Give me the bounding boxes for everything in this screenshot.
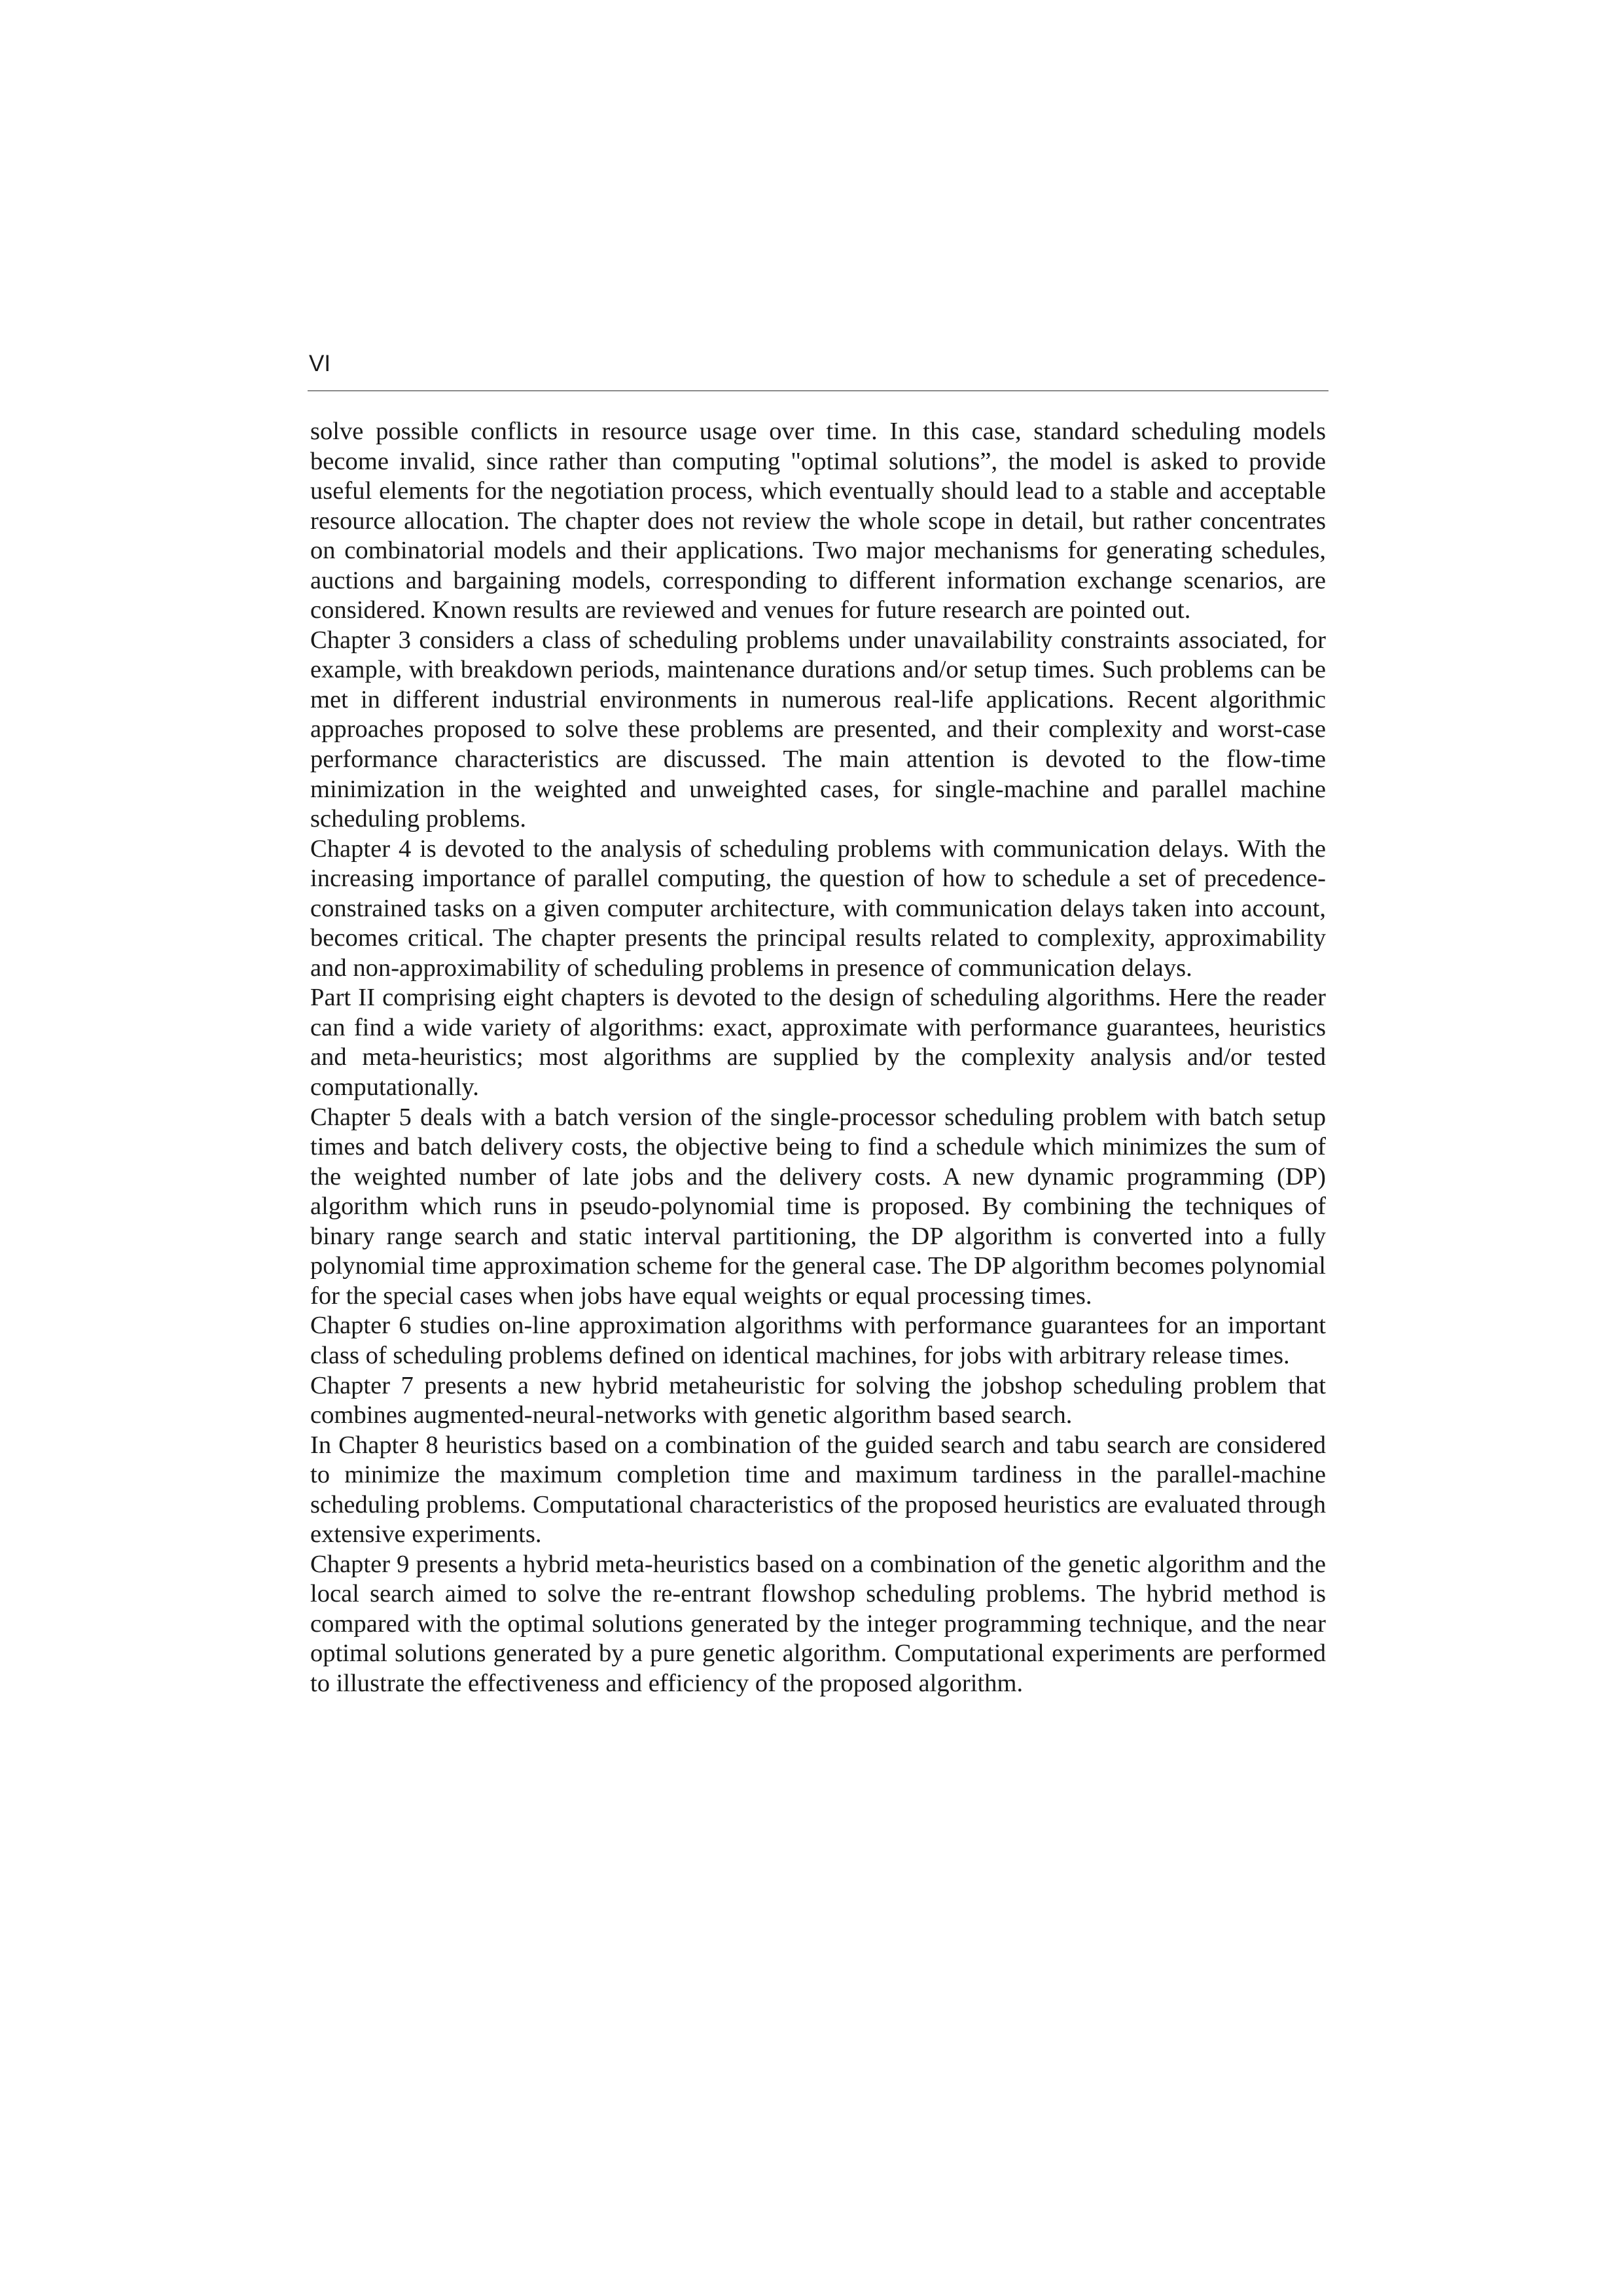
body-text — [310, 417, 1326, 1699]
paragraph-chapter-5: Chapter 5 deals with a batch version of the single-processor scheduling problem with batch setup times and batch delivery costs, the objective being to find a schedule which minimizes the sum of the weighted number of late jobs and the delivery costs. A new dynamic programming (DP) algorithm which runs in pseudo-polynomial time is proposed. By combining the techniques of binary range search and static interval partitioning, the DP algorithm is converted into a fully polynomial time approximation scheme for the general case. The DP algorithm becomes polynomial for the special cases when jobs have equal weights or equal processing times. — [310, 1103, 1326, 1310]
paragraph-chapter-7: Chapter 7 presents a new hybrid metaheuristic for solving the jobshop scheduling problem that combines augmented-neural-networks with genetic algorithm based search. — [310, 1371, 1326, 1429]
paragraph-chapter-8: In Chapter 8 heuristics based on a combination of the guided search and tabu search are considered to minimize the maximum completion time and maximum tardiness in the parallel-machine scheduling problems. Computational characteristics of the proposed heuristics are evaluated through extensive experiments. — [310, 1431, 1326, 1549]
paragraph-conflicts-continuation: solve possible conflicts in resource usage over time. In this case, standard scheduling models become invalid, since rather than computing "optimal solutions”, the model is asked to provide useful elements for the negotiation process, which eventually should lead to a stable and acceptable resource allocation. The chapter does not review the whole scope in detail, but rather concentrates on combinatorial models and their applications. Two major mechanisms for generating schedules, auctions and bargaining models, corresponding to different information exchange scenarios, are considered. Known results are reviewed and venues for future research are pointed out. — [310, 418, 1326, 624]
page-header — [308, 347, 1329, 391]
paragraph-chapter-9: Chapter 9 presents a hybrid meta-heuristics based on a combination of the genetic algorithm and the local search aimed to solve the re-entrant flowshop scheduling problems. The hybrid method is compared with the optimal solutions generated by the integer programming technique, and the near optimal solutions generated by a pure genetic algorithm. Computational experiments are performed to illustrate the effectiveness and efficiency of the proposed algorithm. — [310, 1550, 1326, 1697]
paragraph-chapter-3: Chapter 3 considers a class of scheduling problems under unavailability constraints associated, for example, with breakdown periods, maintenance durations and/or setup times. Such problems can be met in different industrial environments in numerous real-life applications. Recent algorithmic approaches proposed to solve these problems are presented, and their complexity and worst-case performance characteristics are discussed. The main attention is devoted to the flow-time minimization in the weighted and unweighted cases, for single-machine and parallel machine scheduling problems. — [310, 626, 1326, 833]
paragraph-chapter-4: Chapter 4 is devoted to the analysis of scheduling problems with communication delays. With the increasing importance of parallel computing, the question of how to schedule a set of precedence-constrained tasks on a given computer architecture, with communication delays taken into account, becomes critical. The chapter presents the principal results related to complexity, approximability and non-approximability of scheduling problems in presence of communication delays. — [310, 834, 1326, 982]
page-number: VI — [309, 351, 331, 376]
paragraph-part-2: Part II comprising eight chapters is devoted to the design of scheduling algorithms. Here the reader can find a wide variety of algorithms: exact, approximate with performance guarantees, heuristics and meta-heuristics; most algorithms are supplied by the complexity analysis and/or tested computationally. — [310, 984, 1326, 1102]
paragraph-chapter-6: Chapter 6 studies on-line approximation algorithms with performance guarantees for an important class of scheduling problems defined on identical machines, for jobs with arbitrary release times. — [310, 1312, 1326, 1369]
